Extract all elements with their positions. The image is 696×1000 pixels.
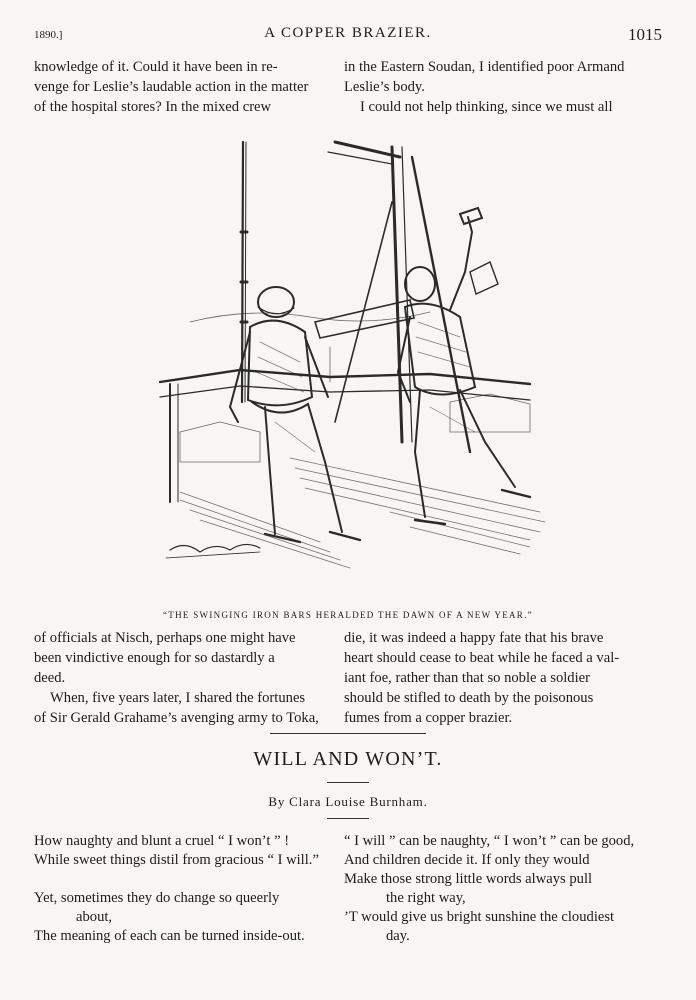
byline-rule (327, 818, 369, 819)
article-line: in the Eastern Soudan, I identified poor Armand (344, 59, 625, 75)
article-top-left-column (34, 57, 332, 117)
poem-right-column (344, 832, 644, 946)
article-line: should be stifled to death by the poisonous (344, 690, 594, 706)
title-rule (327, 782, 369, 783)
header-article-title: A COPPER BRAZIER. (264, 25, 432, 41)
article-line: venge for Leslie’s laudable action in the matter (34, 79, 309, 95)
article-line: fumes from a copper brazier. (344, 710, 513, 726)
poem-title: WILL AND WON’T. (253, 748, 443, 770)
article-bottom-left-column (34, 628, 332, 728)
poem-line: day. (386, 928, 410, 944)
poem-byline: By Clara Louise Burnham. (268, 794, 428, 809)
article-line: knowledge of it. Could it have been in re- (34, 59, 278, 75)
poem-line: about, (76, 909, 113, 925)
article-line: been vindictive enough for so dastardly a (34, 650, 275, 666)
poem-left-column (34, 832, 334, 946)
section-divider (270, 733, 426, 734)
poem-line: the right way, (386, 890, 466, 906)
engraving-two-men-striking-bars-icon (130, 122, 570, 592)
poem-line: Yet, sometimes they do change so queerly (34, 890, 280, 906)
poem-line: Make those strong little words always pull (344, 871, 593, 887)
article-line: of the hospital stores? In the mixed crew (34, 99, 272, 115)
article-line: heart should cease to beat while he faced a val- (344, 650, 620, 666)
article-line: Leslie’s body. (344, 79, 425, 95)
poem-line: While sweet things distil from gracious “ I will.” (34, 852, 319, 868)
article-line: I could not help thinking, since we must all (360, 99, 613, 115)
article-line: deed. (34, 670, 66, 686)
header-date: 1890.] (34, 29, 63, 41)
article-line: of Sir Gerald Grahame’s avenging army to Toka, (34, 710, 319, 726)
article-line: of officials at Nisch, perhaps one might have (34, 630, 296, 646)
poem-line: And children decide it. If only they would (344, 852, 590, 868)
illustration-caption: “THE SWINGING IRON BARS HERALDED THE DAWN OF A NEW YEAR.” (163, 610, 533, 620)
article-line: die, it was indeed a happy fate that his brave (344, 630, 604, 646)
poem-line: ’T would give us bright sunshine the cloudiest (344, 909, 615, 925)
poem-line: “ I will ” can be naughty, “ I won’t ” can be good, (344, 833, 635, 849)
article-line: When, five years later, I shared the fortunes (50, 690, 306, 706)
article-line: iant foe, rather than that so noble a soldier (344, 670, 590, 686)
article-bottom-right-column (344, 628, 640, 728)
article-top-right-column (344, 57, 640, 117)
poem-line: How naughty and blunt a cruel “ I won’t ” ! (34, 833, 290, 849)
running-header (34, 25, 662, 47)
poem-line: The meaning of each can be turned inside-out. (34, 928, 305, 944)
page-number: 1015 (628, 25, 662, 44)
